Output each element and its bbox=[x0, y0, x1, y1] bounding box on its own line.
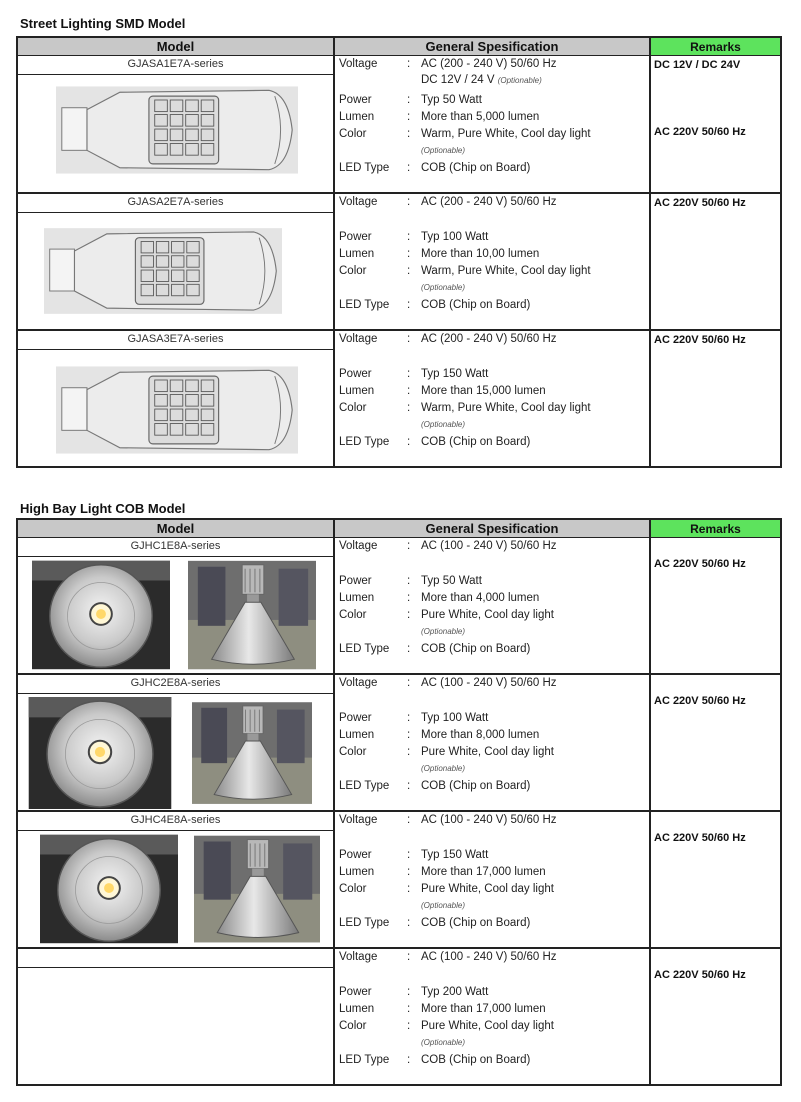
led-type-label: LED Type bbox=[339, 162, 390, 174]
street-row bbox=[18, 194, 780, 331]
model-cell bbox=[18, 56, 335, 192]
led-type-label: LED Type bbox=[339, 780, 390, 792]
remark-text: AC 220V 50/60 Hz bbox=[654, 558, 746, 570]
power-value: Typ 50 Watt bbox=[421, 94, 482, 106]
lumen-colon: : bbox=[407, 248, 411, 260]
led-type-colon: : bbox=[407, 780, 411, 792]
led-type-value: COB (Chip on Board) bbox=[421, 1054, 531, 1066]
voltage-label: Voltage bbox=[339, 814, 378, 826]
remarks-cell bbox=[651, 812, 780, 947]
power-label: Power bbox=[339, 94, 372, 106]
power-colon: : bbox=[407, 368, 411, 380]
spec-cell bbox=[335, 949, 651, 1084]
led-type-value: COB (Chip on Board) bbox=[421, 643, 531, 655]
model-name: GJHC4E8A-series bbox=[18, 812, 333, 831]
model-name: GJASA2E7A-series bbox=[18, 194, 333, 213]
power-value: Typ 50 Watt bbox=[421, 575, 482, 587]
remark-text: AC 220V 50/60 Hz bbox=[654, 197, 746, 209]
remarks-cell bbox=[651, 194, 780, 329]
lumen-colon: : bbox=[407, 866, 411, 878]
power-value: Typ 200 Watt bbox=[421, 986, 489, 998]
remark-text: AC 220V 50/60 Hz bbox=[654, 969, 746, 981]
power-label: Power bbox=[339, 368, 372, 380]
highbay-header-model: Model bbox=[18, 520, 335, 538]
spec-cell bbox=[335, 675, 651, 810]
led-type-label: LED Type bbox=[339, 436, 390, 448]
remark-text: DC 12V / DC 24V bbox=[654, 59, 741, 71]
voltage-value: AC (200 - 240 V) 50/60 Hz bbox=[421, 196, 557, 208]
voltage-dc-note: (Optionable) bbox=[497, 76, 542, 85]
lumen-label: Lumen bbox=[339, 729, 375, 741]
remark-text: AC 220V 50/60 Hz bbox=[654, 695, 746, 707]
lumen-value: More than 17,000 lumen bbox=[421, 1003, 546, 1015]
voltage-colon: : bbox=[407, 540, 411, 552]
model-name: GJHC1E8A-series bbox=[18, 538, 333, 557]
color-value: Warm, Pure White, Cool day light bbox=[421, 402, 591, 414]
power-value: Typ 100 Watt bbox=[421, 712, 489, 724]
lumen-value: More than 10,00 lumen bbox=[421, 248, 540, 260]
street-lamp-image bbox=[44, 228, 282, 314]
color-colon: : bbox=[407, 265, 411, 277]
power-value: Typ 150 Watt bbox=[421, 368, 489, 380]
power-colon: : bbox=[407, 986, 411, 998]
power-label: Power bbox=[339, 712, 372, 724]
model-cell bbox=[18, 331, 335, 466]
power-label: Power bbox=[339, 575, 372, 587]
lumen-colon: : bbox=[407, 592, 411, 604]
model-cell bbox=[18, 538, 335, 673]
highbay-front-photo bbox=[28, 697, 172, 809]
lumen-label: Lumen bbox=[339, 866, 375, 878]
led-type-value: COB (Chip on Board) bbox=[421, 917, 531, 929]
led-type-colon: : bbox=[407, 436, 411, 448]
voltage-colon: : bbox=[407, 196, 411, 208]
color-colon: : bbox=[407, 609, 411, 621]
voltage-dc-value: DC 12V / 24 V (Optionable) bbox=[421, 74, 542, 86]
voltage-value: AC (100 - 240 V) 50/60 Hz bbox=[421, 814, 557, 826]
voltage-colon: : bbox=[407, 814, 411, 826]
spec-cell bbox=[335, 56, 651, 192]
remark-text: AC 220V 50/60 Hz bbox=[654, 832, 746, 844]
spec-cell bbox=[335, 331, 651, 466]
led-type-value: COB (Chip on Board) bbox=[421, 780, 531, 792]
color-value: Pure White, Cool day light bbox=[421, 883, 554, 895]
lumen-value: More than 17,000 lumen bbox=[421, 866, 546, 878]
color-label: Color bbox=[339, 609, 367, 621]
led-type-value: COB (Chip on Board) bbox=[421, 436, 531, 448]
lumen-colon: : bbox=[407, 111, 411, 123]
color-value: Pure White, Cool day light bbox=[421, 746, 554, 758]
highbay-row bbox=[18, 538, 780, 675]
color-label: Color bbox=[339, 1020, 367, 1032]
color-note: (Optionable) bbox=[421, 283, 466, 292]
voltage-value: AC (100 - 240 V) 50/60 Hz bbox=[421, 951, 557, 963]
color-label: Color bbox=[339, 883, 367, 895]
lumen-colon: : bbox=[407, 385, 411, 397]
color-note: (Optionable) bbox=[421, 627, 466, 636]
led-type-value: COB (Chip on Board) bbox=[421, 299, 531, 311]
highbay-front-photo bbox=[40, 834, 178, 944]
street-row bbox=[18, 331, 780, 466]
model-name: GJHC2E8A-series bbox=[18, 675, 333, 694]
voltage-label: Voltage bbox=[339, 196, 378, 208]
voltage-label: Voltage bbox=[339, 951, 378, 963]
highbay-row bbox=[18, 949, 780, 1084]
street-lamp-image bbox=[56, 84, 298, 176]
led-type-colon: : bbox=[407, 299, 411, 311]
power-label: Power bbox=[339, 231, 372, 243]
remark-text: AC 220V 50/60 Hz bbox=[654, 334, 746, 346]
highbay-side-photo bbox=[188, 560, 316, 670]
voltage-colon: : bbox=[407, 333, 411, 345]
lumen-value: More than 15,000 lumen bbox=[421, 385, 546, 397]
voltage-colon: : bbox=[407, 951, 411, 963]
color-note: (Optionable) bbox=[421, 764, 466, 773]
led-type-label: LED Type bbox=[339, 1054, 390, 1066]
color-note: (Optionable) bbox=[421, 901, 466, 910]
lumen-value: More than 8,000 lumen bbox=[421, 729, 540, 741]
color-label: Color bbox=[339, 265, 367, 277]
led-type-value: COB (Chip on Board) bbox=[421, 162, 531, 174]
lumen-colon: : bbox=[407, 729, 411, 741]
led-type-label: LED Type bbox=[339, 299, 390, 311]
led-type-label: LED Type bbox=[339, 643, 390, 655]
power-value: Typ 100 Watt bbox=[421, 231, 489, 243]
led-type-colon: : bbox=[407, 162, 411, 174]
lumen-label: Lumen bbox=[339, 385, 375, 397]
color-note: (Optionable) bbox=[421, 1038, 466, 1047]
color-label: Color bbox=[339, 128, 367, 140]
model-name: GJASA3E7A-series bbox=[18, 331, 333, 350]
color-note: (Optionable) bbox=[421, 146, 466, 155]
power-colon: : bbox=[407, 712, 411, 724]
street-header-spec: General Spesification bbox=[335, 38, 651, 56]
spec-cell bbox=[335, 538, 651, 673]
led-type-colon: : bbox=[407, 643, 411, 655]
led-type-colon: : bbox=[407, 917, 411, 929]
color-label: Color bbox=[339, 402, 367, 414]
remarks-cell bbox=[651, 56, 780, 192]
highbay-table bbox=[16, 518, 782, 1086]
color-colon: : bbox=[407, 402, 411, 414]
street-header-model: Model bbox=[18, 38, 335, 56]
color-value: Warm, Pure White, Cool day light bbox=[421, 128, 591, 140]
voltage-colon: : bbox=[407, 677, 411, 689]
remarks-cell bbox=[651, 949, 780, 1084]
voltage-value: AC (200 - 240 V) 50/60 Hz bbox=[421, 333, 557, 345]
model-cell bbox=[18, 194, 335, 329]
model-cell bbox=[18, 812, 335, 947]
spec-cell bbox=[335, 812, 651, 947]
spec-cell bbox=[335, 194, 651, 329]
power-colon: : bbox=[407, 575, 411, 587]
power-colon: : bbox=[407, 231, 411, 243]
highbay-side-photo bbox=[194, 834, 320, 944]
street-section-title: Street Lighting SMD Model bbox=[20, 16, 186, 31]
lumen-label: Lumen bbox=[339, 248, 375, 260]
highbay-front-photo bbox=[32, 560, 170, 670]
color-colon: : bbox=[407, 1020, 411, 1032]
voltage-value: AC (100 - 240 V) 50/60 Hz bbox=[421, 677, 557, 689]
model-cell bbox=[18, 949, 335, 1084]
highbay-row bbox=[18, 812, 780, 949]
power-label: Power bbox=[339, 986, 372, 998]
voltage-label: Voltage bbox=[339, 677, 378, 689]
highbay-header-spec: General Spesification bbox=[335, 520, 651, 538]
voltage-value: AC (200 - 240 V) 50/60 Hz bbox=[421, 58, 557, 70]
highbay-side-photo bbox=[192, 697, 312, 809]
lumen-value: More than 5,000 lumen bbox=[421, 111, 540, 123]
highbay-section-title: High Bay Light COB Model bbox=[20, 501, 186, 516]
power-colon: : bbox=[407, 849, 411, 861]
street-header-remarks: Remarks bbox=[651, 38, 780, 56]
highbay-row bbox=[18, 675, 780, 812]
street-table bbox=[16, 36, 782, 468]
color-value: Warm, Pure White, Cool day light bbox=[421, 265, 591, 277]
color-note: (Optionable) bbox=[421, 420, 466, 429]
led-type-colon: : bbox=[407, 1054, 411, 1066]
color-colon: : bbox=[407, 883, 411, 895]
power-colon: : bbox=[407, 94, 411, 106]
power-label: Power bbox=[339, 849, 372, 861]
model-name bbox=[18, 949, 333, 968]
lumen-label: Lumen bbox=[339, 592, 375, 604]
voltage-value: AC (100 - 240 V) 50/60 Hz bbox=[421, 540, 557, 552]
lumen-colon: : bbox=[407, 1003, 411, 1015]
street-row bbox=[18, 56, 780, 194]
led-type-label: LED Type bbox=[339, 917, 390, 929]
power-value: Typ 150 Watt bbox=[421, 849, 489, 861]
lumen-label: Lumen bbox=[339, 111, 375, 123]
model-cell bbox=[18, 675, 335, 810]
voltage-label: Voltage bbox=[339, 540, 378, 552]
color-colon: : bbox=[407, 128, 411, 140]
color-value: Pure White, Cool day light bbox=[421, 1020, 554, 1032]
highbay-header-remarks: Remarks bbox=[651, 520, 780, 538]
lumen-label: Lumen bbox=[339, 1003, 375, 1015]
lumen-value: More than 4,000 lumen bbox=[421, 592, 540, 604]
color-colon: : bbox=[407, 746, 411, 758]
color-label: Color bbox=[339, 746, 367, 758]
color-value: Pure White, Cool day light bbox=[421, 609, 554, 621]
model-name: GJASA1E7A-series bbox=[18, 56, 333, 75]
remark-text: AC 220V 50/60 Hz bbox=[654, 126, 746, 138]
voltage-label: Voltage bbox=[339, 333, 378, 345]
remarks-cell bbox=[651, 675, 780, 810]
remarks-cell bbox=[651, 331, 780, 466]
street-lamp-image bbox=[56, 365, 298, 455]
voltage-colon: : bbox=[407, 58, 411, 70]
remarks-cell bbox=[651, 538, 780, 673]
voltage-label: Voltage bbox=[339, 58, 378, 70]
